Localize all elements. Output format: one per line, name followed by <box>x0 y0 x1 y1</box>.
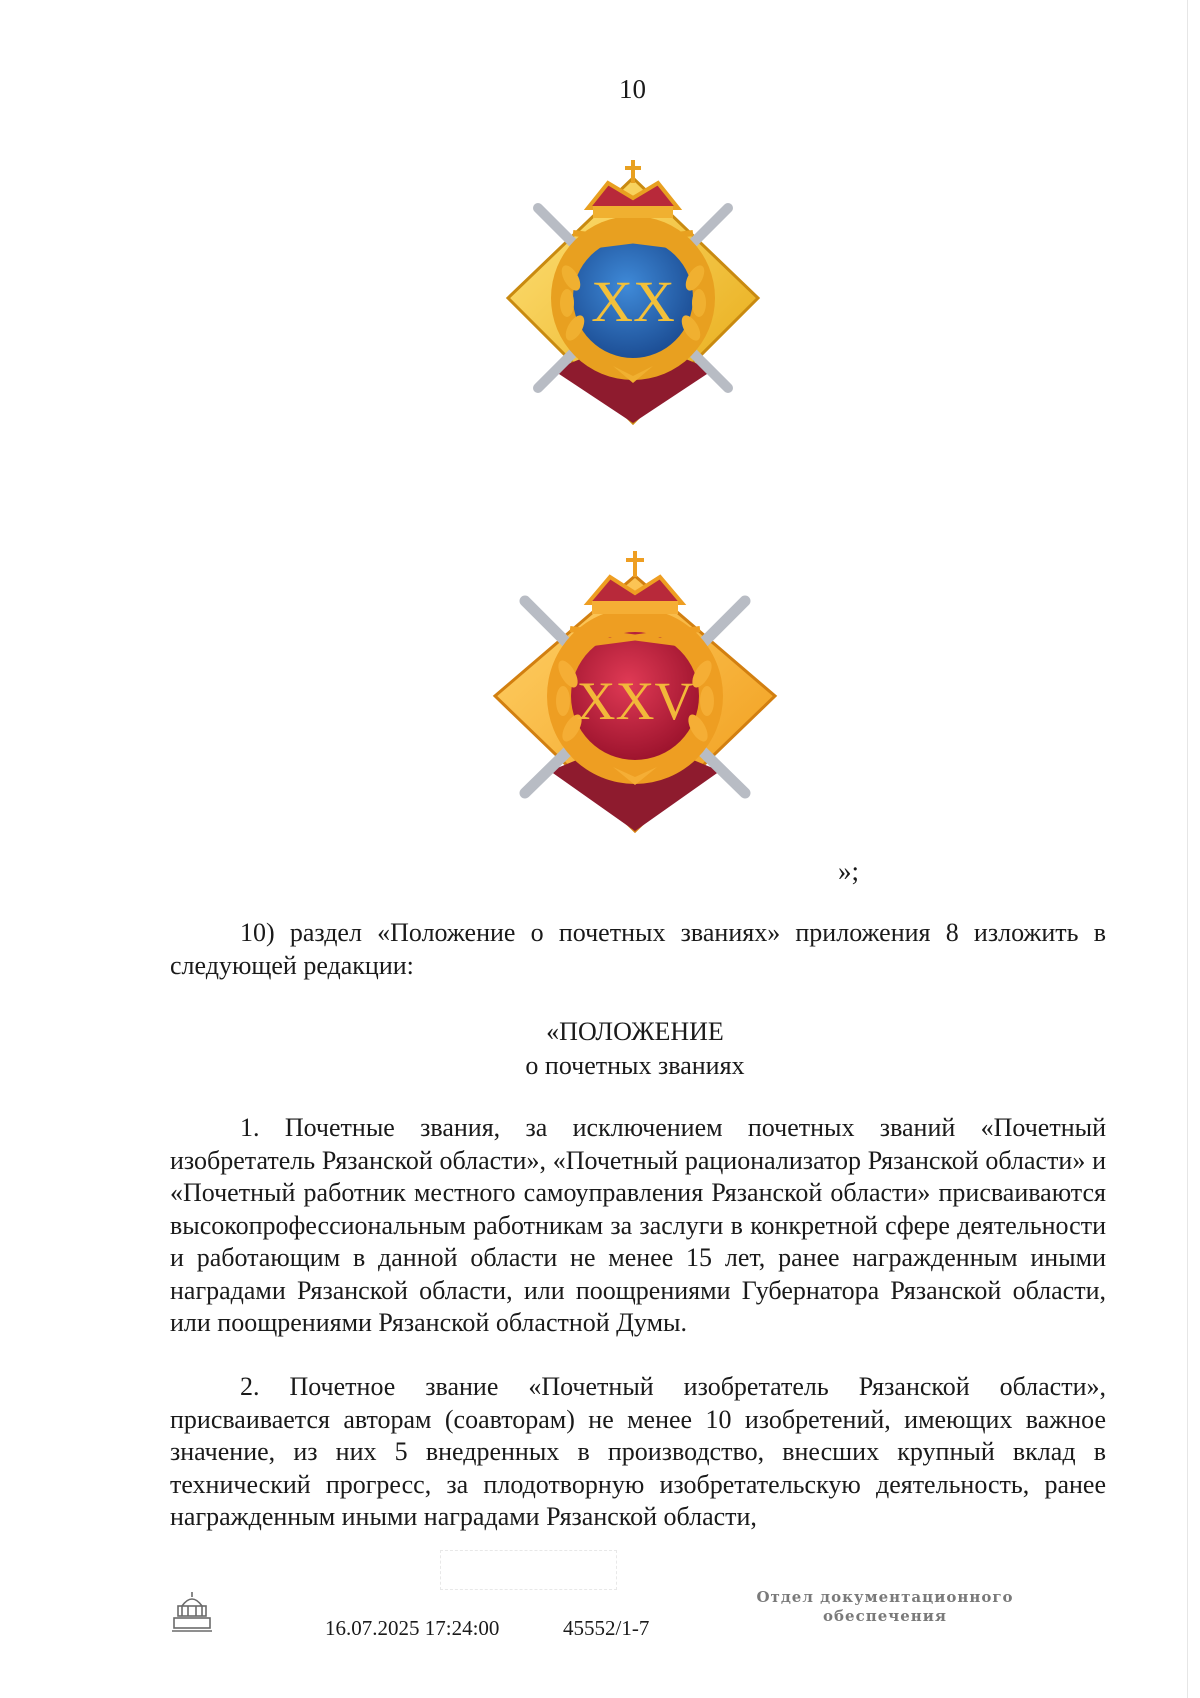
badge-xxv-numeral: XXV <box>576 671 694 731</box>
page-edge <box>1187 0 1188 1698</box>
regulation-item-2: 2. Почетное звание «Почетный изобретатель Рязанской области», присваивается авторам (соавторам) не менее 10 изобретений, имеющих важное значение, из них 5 внедренных в производство, внесших крупный вклад в технический прогресс, за плодотворную изобретательскую деятельность, ранее награжденным иными наградами Рязанской области, <box>170 1372 1106 1531</box>
regulation-item-1: 1. Почетные звания, за исключением почетных званий «Почетный изобретатель Рязанской области», «Почетный рационализатор Рязанской области» и «Почетный работник местного самоуправления Рязанской области» присваиваются высокопрофессиональным работникам за заслуги в конкретной сфере деятельности и работающим в данной области не менее 15 лет, ранее награжденным иными наградами Рязанской области, или поощрениями Губернатора Рязанской области, или поощрениями Рязанской областной Думы. <box>170 1113 1106 1337</box>
footer-datetime: 16.07.2025 17:24:00 <box>325 1616 500 1640</box>
department-stamp <box>740 1588 1030 1626</box>
badge-xx-numeral: XX <box>591 269 675 334</box>
faint-registration-mark <box>440 1550 617 1590</box>
regulation-subtitle: о почетных званиях <box>525 1051 745 1080</box>
badge-xx-image <box>483 138 783 448</box>
regulation-title: «ПОЛОЖЕНИЕ <box>546 1017 724 1046</box>
badge-xxv-image <box>470 531 800 851</box>
stamp-line-1: Отдел документационного <box>756 1588 1014 1606</box>
duma-logo-icon <box>168 1588 216 1636</box>
regulation-heading <box>0 1015 1200 1083</box>
footer-doc-number: 45552/1-7 <box>563 1616 650 1640</box>
amendment-paragraph: 10) раздел «Положение о почетных званиях» приложения 8 изложить в следующей редакции: <box>170 918 1106 980</box>
closing-quote: »; <box>838 856 860 886</box>
page-number: 10 <box>619 74 646 104</box>
stamp-line-2: обеспечения <box>823 1607 947 1625</box>
